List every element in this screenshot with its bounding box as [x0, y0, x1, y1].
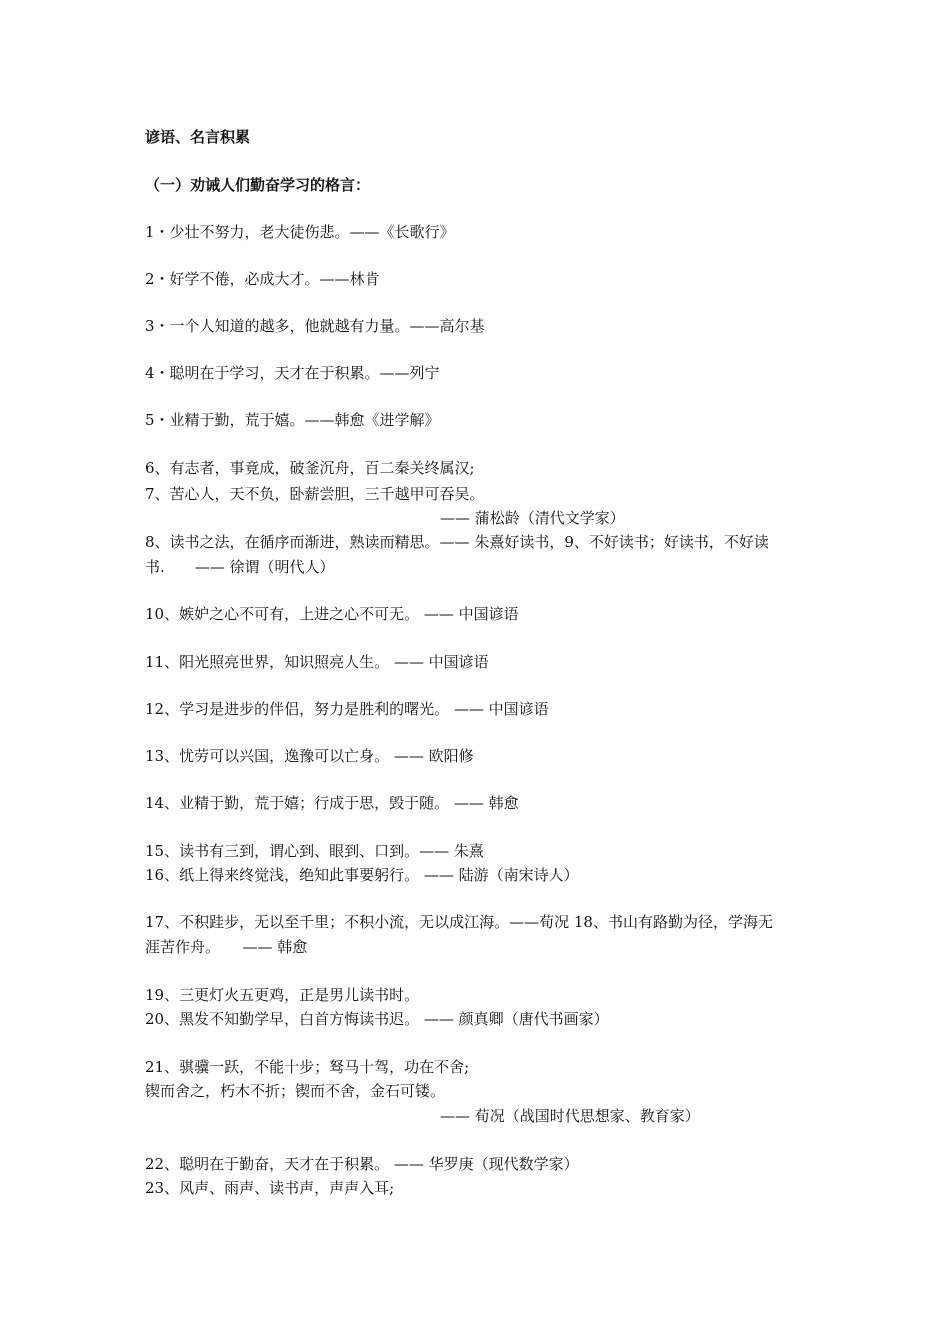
- quote-line: 8、读书之法，在循序而渐进，熟读而精思。—— 朱熹好读书，9、不好读书；好读书，不好读: [145, 533, 769, 551]
- section-heading: （一）劝诫人们勤奋学习的格言：: [145, 176, 371, 194]
- quote-line: 21、骐骥一跃，不能十步；驽马十驾，功在不舍;: [145, 1058, 470, 1076]
- quote-line: 锲而舍之，朽木不折；锲而不舍，金石可镂。: [145, 1082, 446, 1100]
- quote-attribution: —— 荀况（战国时代思想家、教育家）: [440, 1107, 700, 1125]
- quote-line: 17、不积跬步，无以至千里；不积小流，无以成江海。——荀况 18、书山有路勤为径，学海无: [145, 913, 773, 931]
- quote-line: 22、聪明在于勤奋，天才在于积累。 —— 华罗庚（现代数学家）: [145, 1155, 579, 1173]
- quote-line: 7、苦心人，天不负，卧薪尝胆，三千越甲可吞吴。: [145, 485, 485, 503]
- quote-line: 23、风声、雨声、读书声，声声入耳;: [145, 1179, 395, 1197]
- quote-line: 2・好学不倦，必成大才。——林肯: [145, 270, 380, 288]
- quote-line: 5・业精于勤，荒于嬉。——韩愈《进学解》: [145, 411, 440, 429]
- quote-line: 14、业精于勤，荒于嬉；行成于思，毁于随。 —— 韩愈: [145, 794, 519, 812]
- quote-line: 6、有志者，事竟成，破釜沉舟，百二秦关终属汉;: [145, 459, 475, 477]
- quote-line: 15、读书有三到，谓心到、眼到、口到。—— 朱熹: [145, 842, 484, 860]
- quote-line: 19、三更灯火五更鸡，正是男儿读书时。: [145, 986, 420, 1004]
- quote-line: 11、阳光照亮世界，知识照亮人生。 —— 中国谚语: [145, 653, 489, 671]
- page-title: 谚语、名言积累: [145, 128, 251, 146]
- quote-line: 4・聪明在于学习，天才在于积累。——列宁: [145, 364, 440, 382]
- quote-line: 20、黑发不知勤学早，白首方悔读书迟。 —— 颜真卿（唐代书画家）: [145, 1010, 609, 1028]
- quote-line: 13、忧劳可以兴国，逸豫可以亡身。 —— 欧阳修: [145, 747, 474, 765]
- quote-line: 3・一个人知道的越多，他就越有力量。——高尔基: [145, 317, 485, 335]
- quote-line: 1・少壮不努力，老大徒伤悲。——《长歌行》: [145, 223, 455, 241]
- quote-attribution: —— 蒲松龄（清代文学家）: [440, 509, 625, 527]
- quote-line: 书. —— 徐谓（明代人）: [145, 558, 335, 576]
- quote-line: 12、学习是进步的伴侣，努力是胜利的曙光。 —— 中国谚语: [145, 700, 549, 718]
- quote-line: 涯苦作舟。 —— 韩愈: [145, 938, 308, 956]
- quote-line: 10、嫉妒之心不可有，上进之心不可无。 —— 中国谚语: [145, 605, 519, 623]
- quote-line: 16、纸上得来终觉浅，绝知此事要躬行。 —— 陆游（南宋诗人）: [145, 866, 579, 884]
